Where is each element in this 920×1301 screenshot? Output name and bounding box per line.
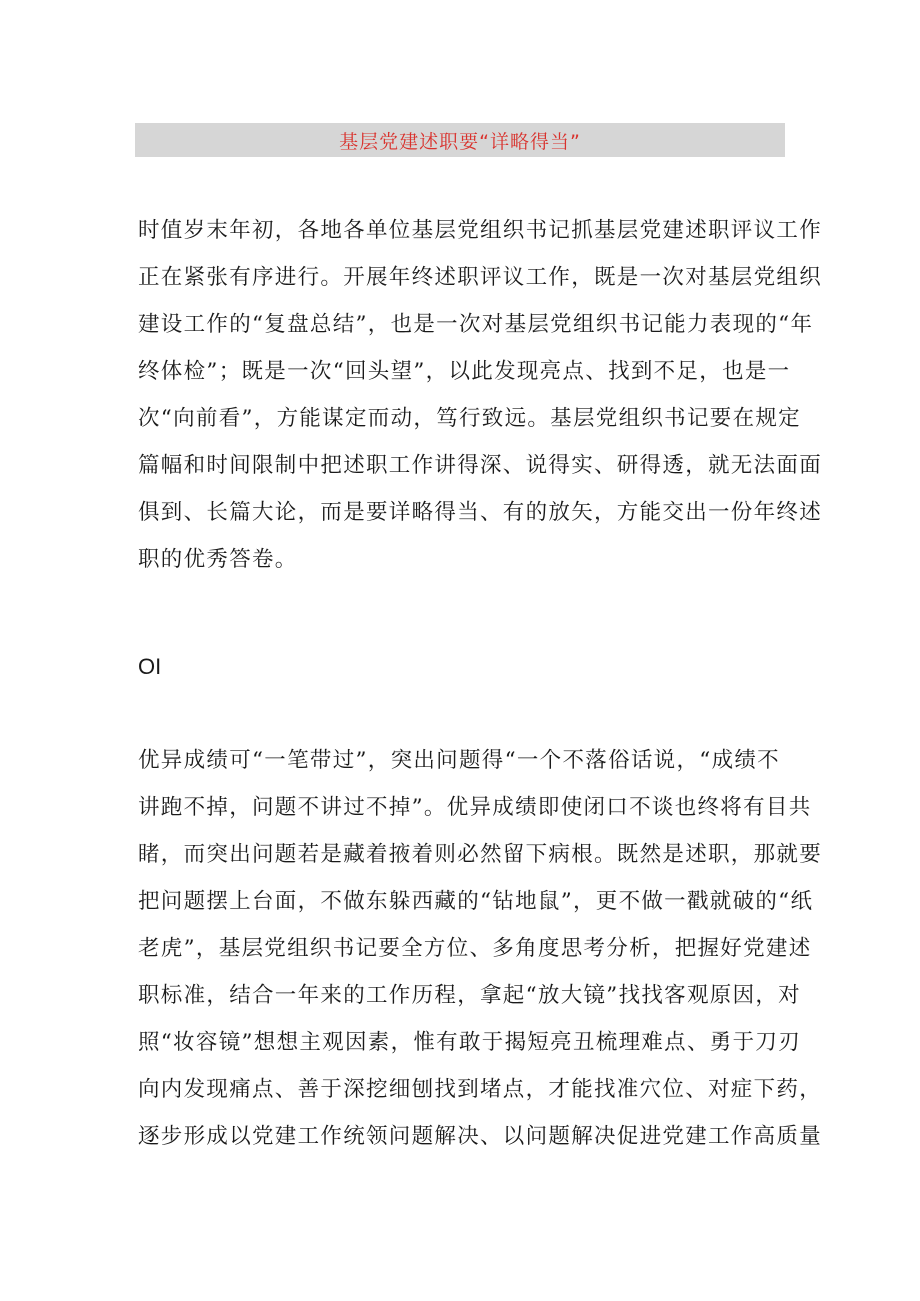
paragraph-line: 睹，而突出问题若是藏着掖着则必然留下病根。既然是述职，那就要 [138,842,823,867]
paragraph-line: 篇幅和时间限制中把述职工作讲得深、说得实、研得透，就无法面面 [138,453,823,478]
document-title: 基层党建述职要“详略得当” [339,130,581,153]
section-number: OI [138,654,162,679]
paragraph-line: 职的优秀答卷。 [138,547,298,572]
paragraph-line: 职标准，结合一年来的工作历程，拿起“放大镜”找找客观原因，对 [138,983,801,1008]
paragraph-line: 正在紧张有序进行。开展年终述职评议工作，既是一次对基层党组织 [138,265,823,290]
paragraph-line: 次“向前看”，方能谋定而动，笃行致远。基层党组织书记要在规定 [138,406,801,431]
paragraph-line: 照“妆容镜”想想主观因素，惟有敢于揭短亮丑梳理难点、勇于刀刃 [138,1030,801,1055]
paragraph-line: 老虎”，基层党组织书记要全方位、多角度思考分析，把握好党建述 [138,936,812,961]
paragraph-section-1 [138,737,823,1160]
paragraph-line: 优异成绩可“一笔带过”，突出问题得“一个不落俗话说，“成绩不 [138,748,780,773]
paragraph-line: 讲跑不掉，问题不讲过不掉”。优异成绩即使闭口不谈也终将有目共 [138,795,812,820]
title-banner [135,123,785,157]
paragraph-line: 俱到、长篇大论，而是要详略得当、有的放矢，方能交出一份年终述 [138,500,823,525]
paragraph-line: 把问题摆上台面，不做东躲西藏的“钻地鼠”，更不做一戳就破的“纸 [138,889,814,914]
paragraph-line: 时值岁末年初，各地各单位基层党组织书记抓基层党建述职评议工作 [138,218,823,243]
paragraph-line: 向内发现痛点、善于深挖细刨找到堵点，才能找准穴位、对症下药， [138,1077,823,1102]
paragraph-line: 逐步形成以党建工作统领问题解决、以问题解决促进党建工作高质量 [138,1124,823,1149]
paragraph-intro [138,207,823,583]
paragraph-line: 建设工作的“复盘总结”，也是一次对基层党组织书记能力表现的“年 [138,312,814,337]
paragraph-line: 终体检”；既是一次“回头望”，以此发现亮点、找到不足，也是一 [138,359,791,384]
